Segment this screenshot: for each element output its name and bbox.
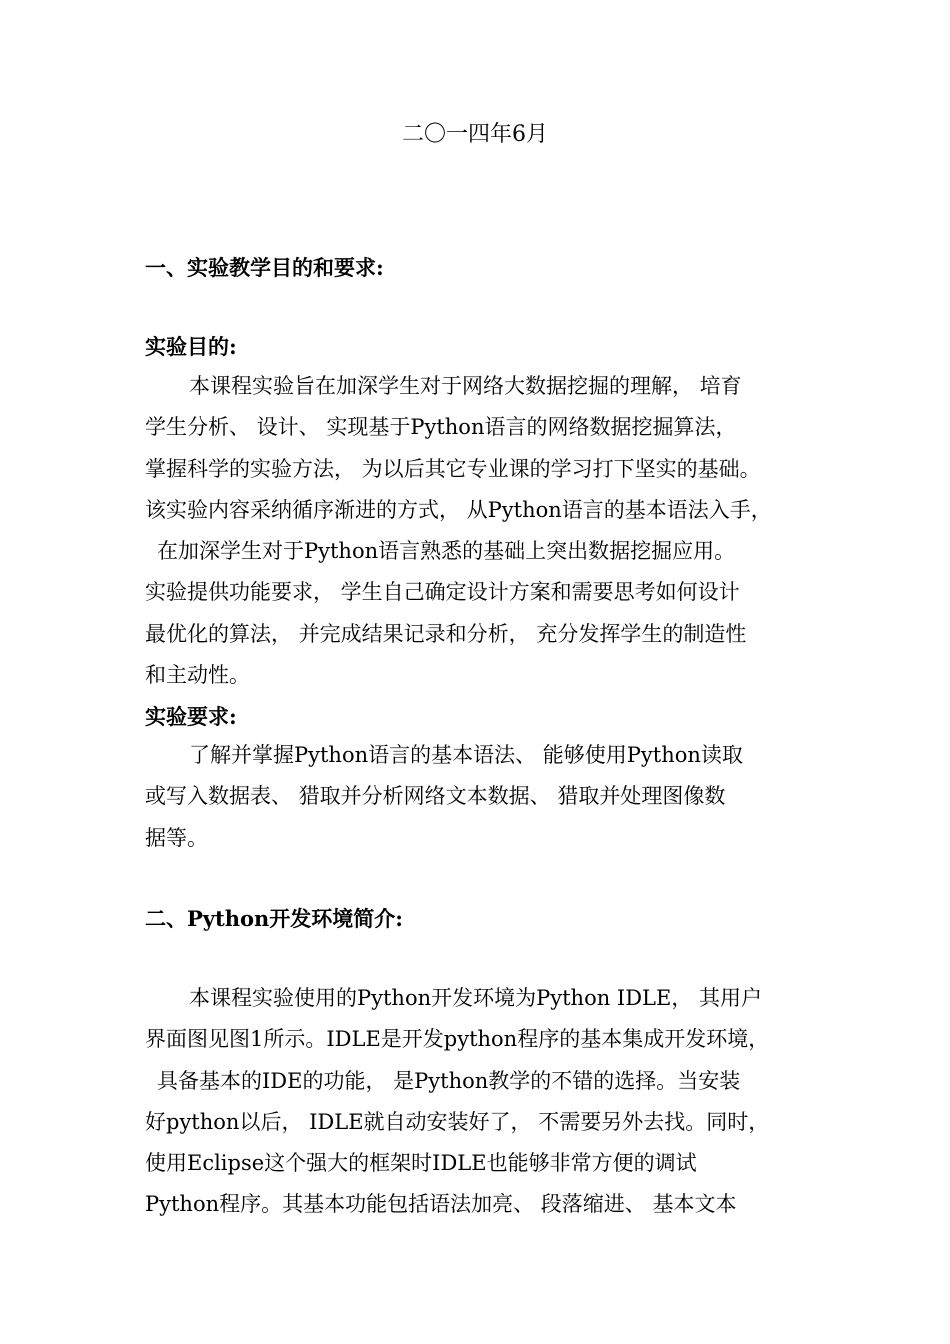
purpose-line: 实验提供功能要求， 学生自己确定设计方案和需要思考如何设计	[145, 580, 740, 605]
requirement-line: 了解并掌握Python语言的基本语法、 能够使用Python读取	[189, 743, 743, 767]
purpose-line: 最优化的算法， 并完成结果记录和分析， 充分发挥学生的制造性	[145, 621, 747, 646]
purpose-paragraph	[145, 366, 809, 696]
intro-line: 本课程实验使用的Python开发环境为Python IDLE， 其用户	[189, 986, 763, 1010]
requirement-line: 据等。	[145, 825, 208, 850]
purpose-line: 和主动性。	[145, 663, 250, 688]
purpose-line: 本课程实验旨在加深学生对于网络大数据挖掘的理解， 培育	[189, 374, 742, 398]
purpose-label: 实验目的:	[145, 334, 237, 359]
purpose-line: 在加深学生对于Python语言熟悉的基础上突出数据挖掘应用。	[157, 539, 736, 564]
purpose-line: 该实验内容采纳循序渐进的方式， 从Python语言的基本语法入手，	[145, 497, 772, 522]
section1-heading: 一、实验教学目的和要求:	[145, 255, 384, 280]
intro-paragraph	[145, 978, 809, 1226]
intro-line: 好python以后， IDLE就自动安装好了， 不需要另外去找。同时，	[145, 1109, 770, 1134]
purpose-line: 学生分析、 设计、 实现基于Python语言的网络数据挖掘算法，	[145, 415, 737, 440]
intro-line: 具备基本的IDE的功能， 是Python教学的不错的选择。当安装	[157, 1068, 741, 1093]
requirement-label: 实验要求:	[145, 704, 237, 729]
section2-heading: 二、Python开发环境简介:	[145, 906, 403, 931]
intro-line: 界面图见图1所示。IDLE是开发python程序的基本集成开发环境，	[145, 1027, 770, 1052]
purpose-line: 掌握科学的实验方法， 为以后其它专业课的学习打下坚实的基础。	[145, 456, 761, 481]
intro-line: 使用Eclipse这个强大的框架时IDLE也能够非常方便的调试	[145, 1151, 697, 1176]
requirement-line: 或写入数据表、 猎取并分析网络文本数据、 猎取并处理图像数	[145, 784, 726, 809]
document-date: 二〇一四年6月	[402, 122, 548, 147]
intro-line: Python程序。其基本功能包括语法加亮、 段落缩进、 基本文本	[145, 1192, 737, 1217]
requirement-paragraph	[145, 735, 809, 859]
